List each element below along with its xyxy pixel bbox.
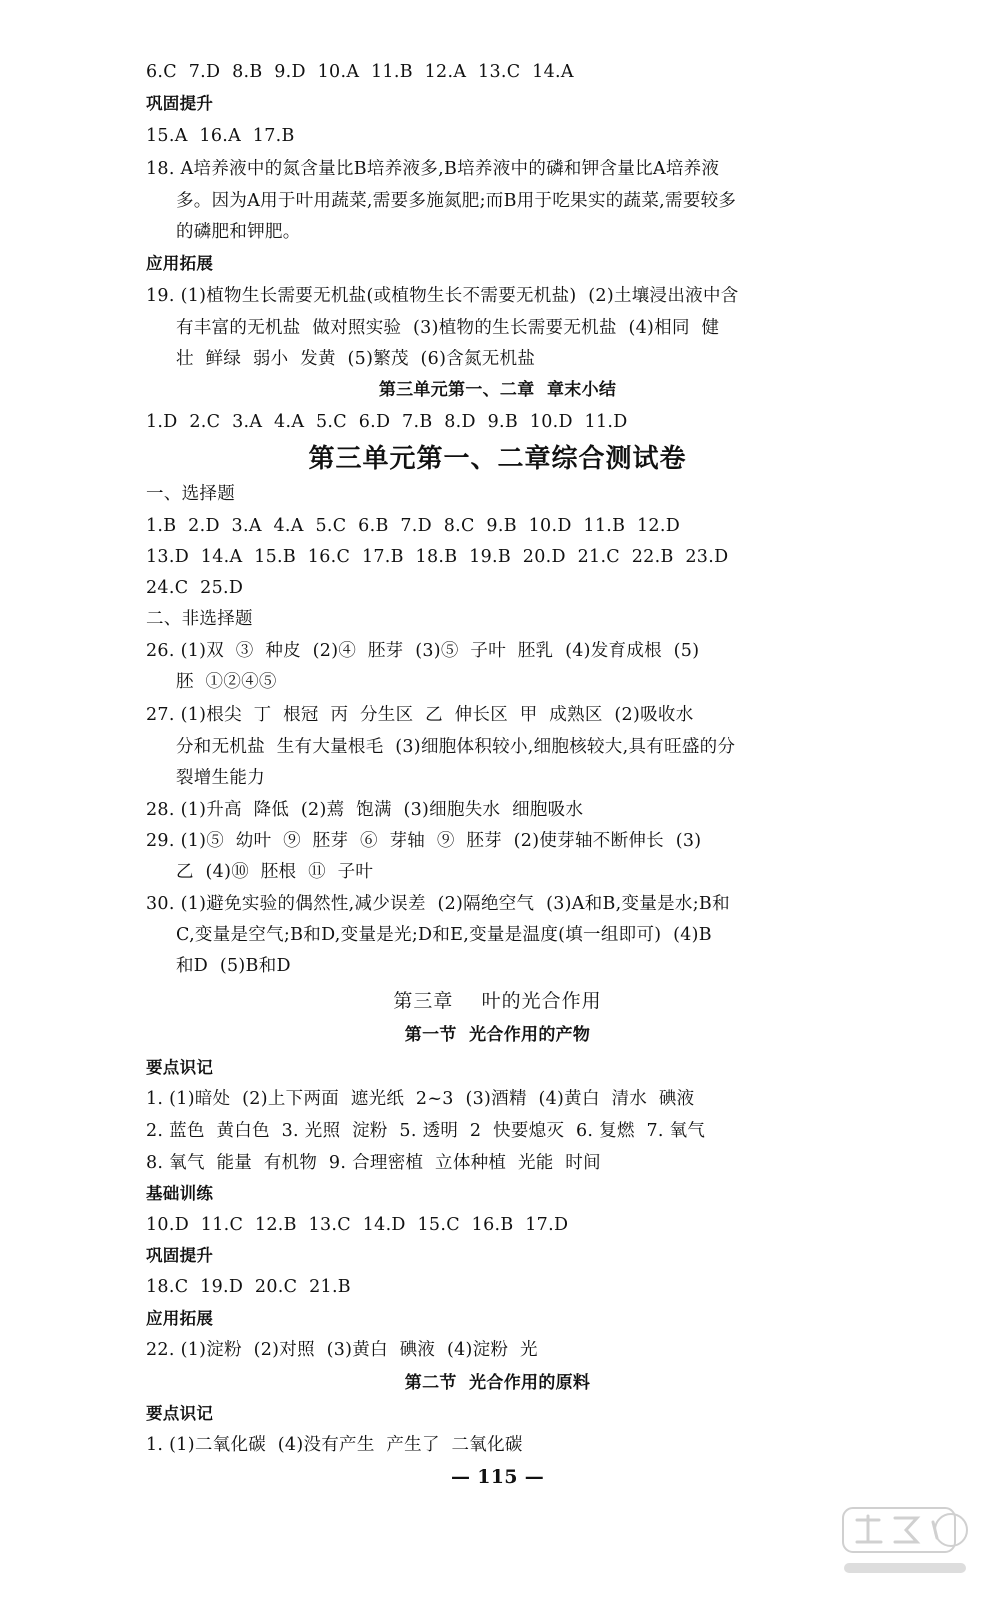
- answer-line: 胚 ①②④⑤: [176, 672, 277, 692]
- section-heading: 巩固提升: [146, 94, 214, 113]
- answer-line: 有丰富的无机盐 做对照实验 (3)植物的生长需要无机盐 (4)相同 健: [176, 318, 720, 338]
- answer-line: 30. (1)避免实验的偶然性,减少误差 (2)隔绝空气 (3)A和B,变量是水;B和: [146, 894, 730, 914]
- answer-line: 1.B 2.D 3.A 4.A 5.C 6.B 7.D 8.C 9.B 10.D 11.B 12.D: [146, 516, 681, 536]
- section-heading: 二、非选择题: [146, 609, 253, 629]
- answer-line: 29. (1)⑤ 幼叶 ⑨ 胚芽 ⑥ 芽轴 ⑨ 胚芽 (2)使芽轴不断伸长 (3): [146, 831, 702, 851]
- section-heading: 应用拓展: [146, 254, 214, 273]
- test-title: 第三单元第一、二章综合测试卷: [308, 444, 687, 474]
- answer-line: 22. (1)淀粉 (2)对照 (3)黄白 碘液 (4)淀粉 光: [146, 1340, 538, 1360]
- answer-line: 8. 氧气 能量 有机物 9. 合理密植 立体种植 光能 时间: [146, 1153, 601, 1173]
- answer-line: 和D (5)B和D: [176, 956, 291, 976]
- answer-line: 6.C 7.D 8.B 9.D 10.A 11.B 12.A 13.C 14.A: [146, 62, 574, 82]
- answer-line: 1.D 2.C 3.A 4.A 5.C 6.D 7.B 8.D 9.B 10.D 11.D: [146, 412, 628, 432]
- answer-line: 壮 鲜绿 弱小 发黄 (5)繁茂 (6)含氮无机盐: [176, 349, 536, 369]
- section-heading: 一、选择题: [146, 484, 235, 504]
- subsection-title: 第二节 光合作用的原料: [404, 1373, 591, 1393]
- answer-line: 19. (1)植物生长需要无机盐(或植物生长不需要无机盐) (2)土壤浸出液中含: [146, 286, 739, 306]
- section-heading: 要点识记: [146, 1058, 214, 1077]
- answer-line: 26. (1)双 ③ 种皮 (2)④ 胚芽 (3)⑤ 子叶 胚乳 (4)发育成根 (5): [146, 641, 700, 661]
- watermark-logo: [839, 1502, 971, 1582]
- chapter-title: 第三章 叶的光合作用: [393, 990, 602, 1012]
- answer-line: C,变量是空气;B和D,变量是光;D和E,变量是温度(填一组即可) (4)B: [176, 925, 712, 945]
- answer-line: 18.C 19.D 20.C 21.B: [146, 1277, 351, 1297]
- answer-line: 24.C 25.D: [146, 578, 244, 598]
- answer-line: 18. A培养液中的氮含量比B培养液多,B培养液中的磷和钾含量比A培养液: [146, 159, 720, 179]
- answer-line: 多。因为A用于叶用蔬菜,需要多施氮肥;而B用于吃果实的蔬菜,需要较多: [176, 191, 737, 211]
- answer-line: 乙 (4)⑩ 胚根 ⑪ 子叶: [176, 862, 374, 882]
- answer-line: 1. (1)暗处 (2)上下两面 遮光纸 2~3 (3)酒精 (4)黄白 清水 碘液: [146, 1089, 695, 1109]
- section-heading: 基础训练: [146, 1184, 214, 1203]
- section-heading: 要点识记: [146, 1404, 214, 1423]
- page-number: — 115 —: [451, 1466, 544, 1488]
- answer-line: 1. (1)二氧化碳 (4)没有产生 产生了 二氧化碳: [146, 1435, 523, 1455]
- answer-line: 28. (1)升高 降低 (2)蔫 饱满 (3)细胞失水 细胞吸水: [146, 800, 584, 820]
- subsection-title: 第三单元第一、二章 章末小结: [378, 380, 617, 400]
- subsection-title: 第一节 光合作用的产物: [404, 1025, 591, 1045]
- answer-line: 的磷肥和钾肥。: [176, 222, 301, 242]
- section-heading: 应用拓展: [146, 1309, 214, 1328]
- section-heading: 巩固提升: [146, 1246, 214, 1265]
- answer-line: 分和无机盐 生有大量根毛 (3)细胞体积较小,细胞核较大,具有旺盛的分: [176, 737, 736, 757]
- answer-line: 15.A 16.A 17.B: [146, 126, 295, 146]
- answer-line: 10.D 11.C 12.B 13.C 14.D 15.C 16.B 17.D: [146, 1215, 569, 1235]
- answer-line: 裂增生能力: [176, 768, 265, 788]
- answer-line: 13.D 14.A 15.B 16.C 17.B 18.B 19.B 20.D 21.C 22.B 23.D: [146, 547, 729, 567]
- answer-line: 27. (1)根尖 丁 根冠 丙 分生区 乙 伸长区 甲 成熟区 (2)吸收水: [146, 705, 694, 725]
- answer-line: 2. 蓝色 黄白色 3. 光照 淀粉 5. 透明 2 快要熄灭 6. 复燃 7. 氧气: [146, 1121, 706, 1141]
